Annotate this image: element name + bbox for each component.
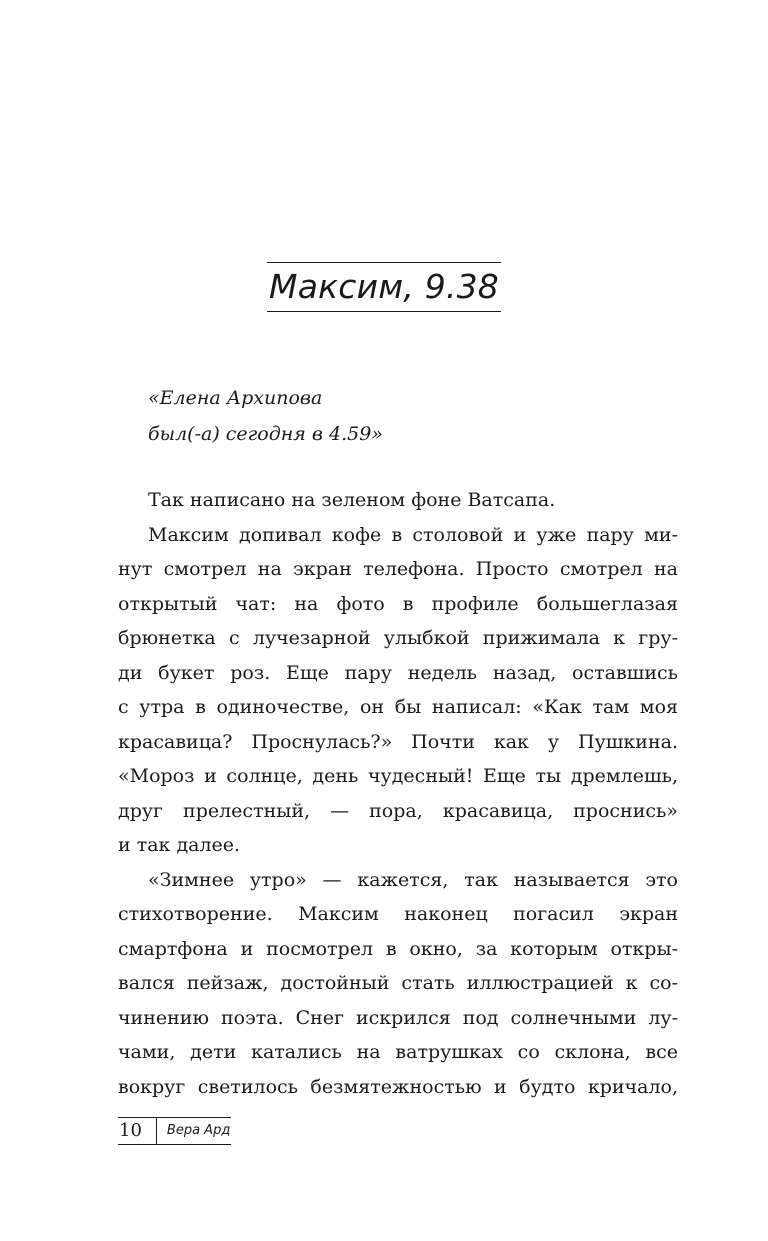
epigraph: [148, 380, 383, 452]
text-line: «Зимнее утро» — кажется, так называется это: [148, 868, 678, 891]
chapter-title: Максим, 9.38: [267, 262, 501, 312]
text-line: брюнетка с лучезарной улыбкой прижимала к гру-: [118, 627, 678, 649]
text-line: и так далее.: [118, 834, 241, 856]
text-line: ди букет роз. Еще пару недель назад, оставшись: [118, 661, 678, 684]
page-footer: [118, 1117, 231, 1145]
text-line: Так написано на зеленом фоне Ватсапа.: [148, 489, 556, 511]
epigraph-line: «Елена Архипова: [148, 387, 323, 409]
text-line: вокруг светилось безмятежностью и будто кричало,: [118, 1075, 678, 1098]
text-line: открытый чат: на фото в профиле большеглазая: [118, 592, 678, 615]
text-line: Максим допивал кофе в столовой и уже пару ми-: [148, 523, 678, 546]
page-number: 10: [118, 1118, 157, 1144]
text-line: стихотворение. Максим наконец погасил экран: [118, 903, 678, 925]
text-line: с утра в одиночестве, он бы написал: «Как там моя: [118, 696, 678, 718]
chapter-header: [0, 262, 768, 312]
text-line: чинению поэта. Снег искрился под солнечными лу-: [118, 1006, 678, 1029]
text-line: красавица? Проснулась?» Почти как у Пушкина.: [118, 730, 678, 753]
text-line: друг прелестный, — пора, красавица, проснись»: [118, 799, 678, 822]
epigraph-line: был(-а) сегодня в 4.59»: [148, 423, 383, 445]
text-line: смартфона и посмотрел в окно, за которым откры-: [118, 937, 678, 960]
text-line: вался пейзаж, достойный стать иллюстрацией к со-: [118, 972, 678, 994]
text-line: чами, дети катались на ватрушках со склона, все: [118, 1041, 678, 1063]
running-head-author: Вера Ард: [166, 1123, 231, 1138]
text-line: нут смотрел на экран телефона. Просто смотрел на: [118, 558, 678, 580]
text-line: «Мороз и солнце, день чудесный! Еще ты дремлешь,: [118, 765, 678, 787]
body-text: [118, 483, 678, 1104]
